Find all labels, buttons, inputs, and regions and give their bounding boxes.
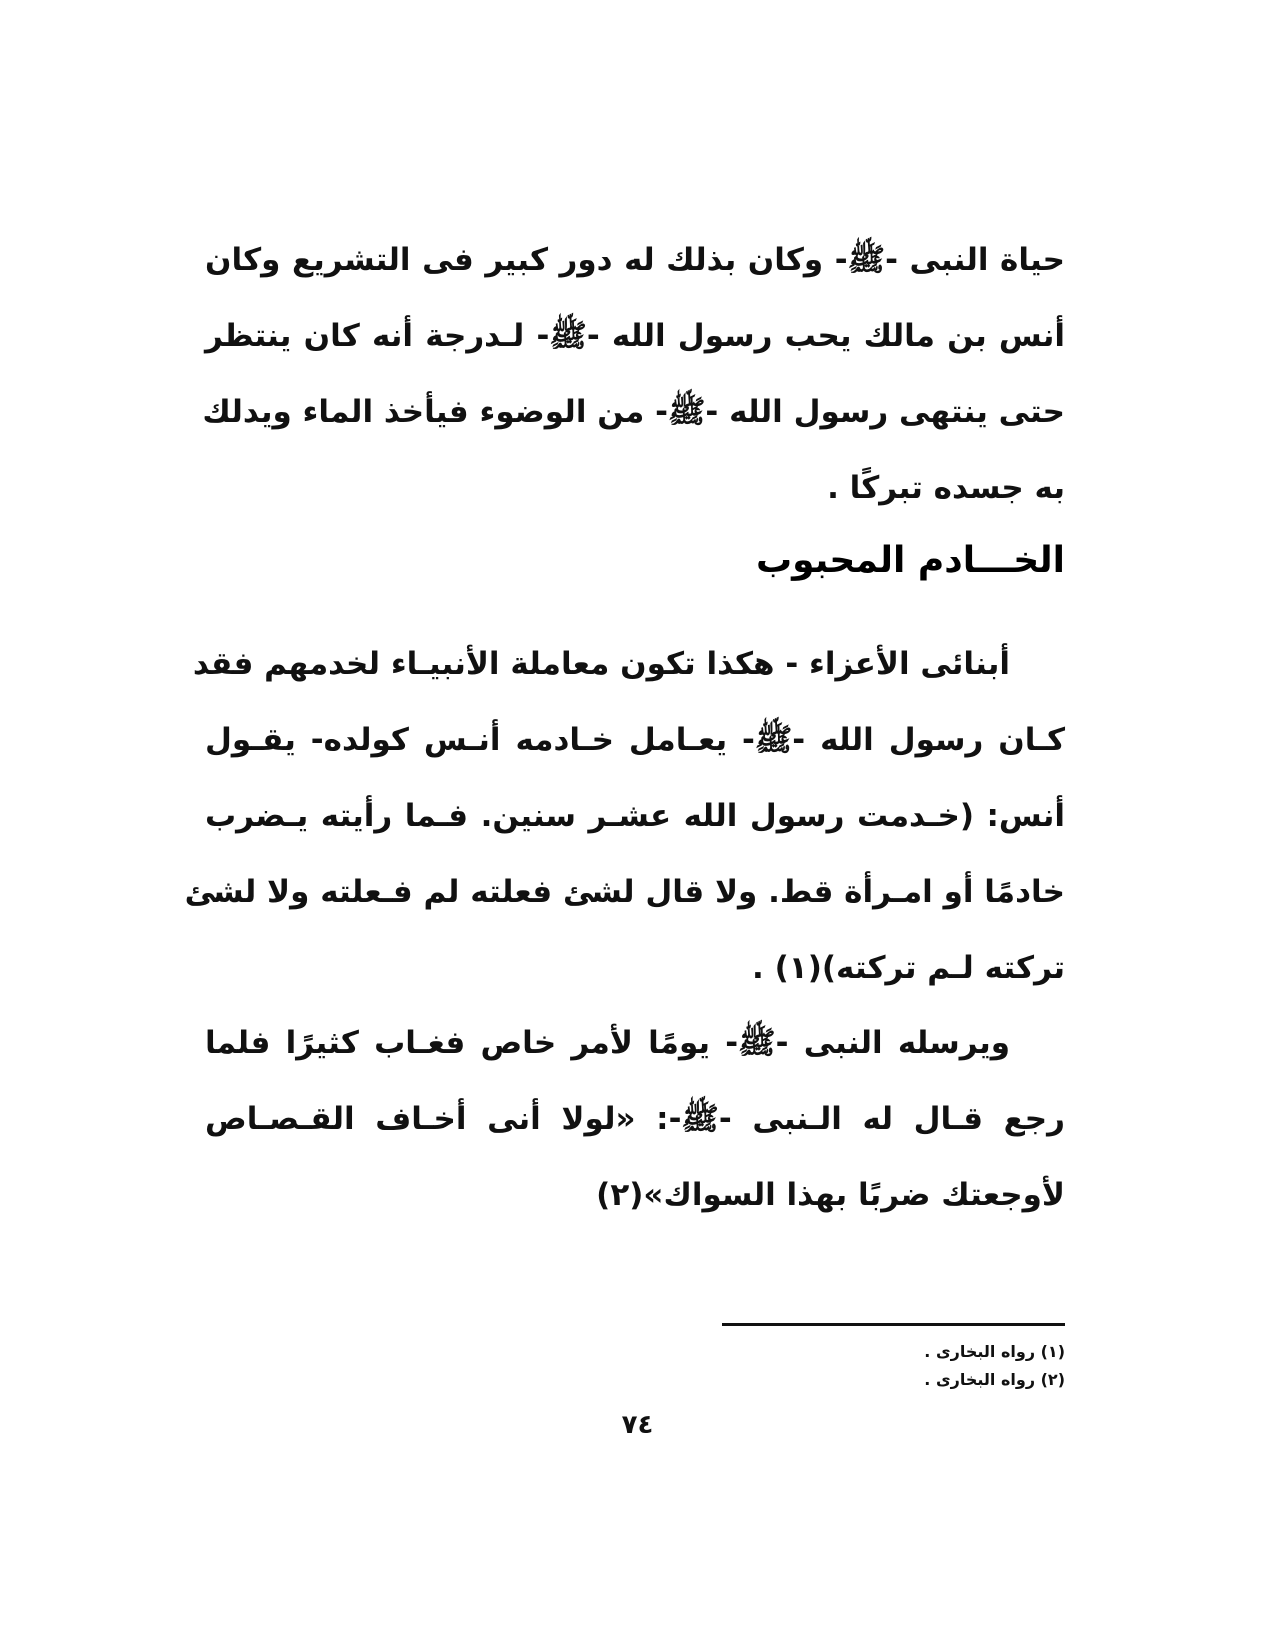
text-line: به جسده تبركًا . xyxy=(827,470,1065,506)
text-line: أنس بن مالك يحب رسول الله -ﷺ- لـدرجة أنه كان ينتظر xyxy=(205,318,1065,354)
section-heading: الخـــادم المحبوب xyxy=(755,540,1065,581)
footnote-1: (١) رواه البخارى . xyxy=(924,1342,1065,1361)
paragraph-3 xyxy=(205,1005,1065,1233)
paragraph-2 xyxy=(184,626,1065,1006)
text-line: تركته لـم تركته)(١) . xyxy=(752,950,1065,986)
text-line: أنس: (خـدمت رسول الله عشـر سنين. فـما رأيته يـضرب xyxy=(205,798,1065,834)
text-line: أبنائى الأعزاء - هكذا تكون معاملة الأنبيـاء لخدمهم فقد xyxy=(192,646,1010,682)
text-line: حياة النبى -ﷺ- وكان بذلك له دور كبير فى التشريع وكان xyxy=(205,242,1065,278)
text-line: لأوجعتك ضربًا بهذا السواك»(٢) xyxy=(596,1177,1065,1213)
text-line: كـان رسول الله -ﷺ- يعـامل خـادمه أنـس كولده- يقـول xyxy=(205,722,1065,758)
page-number: ٧٤ xyxy=(621,1410,654,1440)
footnote-divider xyxy=(722,1323,1065,1326)
text-line: خادمًا أو امـرأة قط. ولا قال لشئ فعلته لم فـعلته ولا لشئ xyxy=(184,874,1065,910)
paragraph-1 xyxy=(202,222,1065,526)
footnote-2: (٢) رواه البخارى . xyxy=(924,1370,1065,1389)
text-line: حتى ينتهى رسول الله -ﷺ- من الوضوء فيأخذ الماء ويدلك xyxy=(202,394,1065,430)
text-line: رجع قـال له الـنبى -ﷺ-: «لولا أنى أخـاف القـصـاص xyxy=(205,1101,1065,1137)
text-line: ويرسله النبى -ﷺ- يومًا لأمر خاص فغـاب كثيرًا فلما xyxy=(205,1025,1010,1061)
